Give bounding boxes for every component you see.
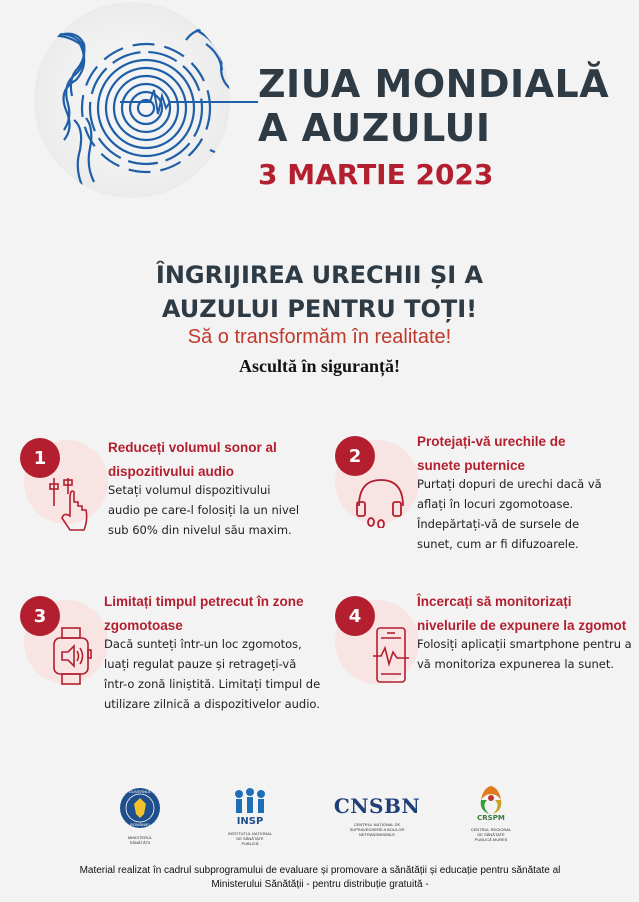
smartphone-level-icon xyxy=(371,626,411,691)
svg-text:INSP: INSP xyxy=(236,816,264,826)
headline-line-1: ÎNGRIJIREA URECHII ȘI A xyxy=(155,261,484,289)
tip-title-line: zgomotoase xyxy=(104,618,183,633)
tip-title-line: sunete puternice xyxy=(417,458,526,473)
logo-caption xyxy=(456,827,526,842)
logo-crspm xyxy=(456,782,526,842)
tip-title-line: Protejați-vă urechile de xyxy=(417,434,566,449)
page-title xyxy=(258,62,609,150)
tip-title-line: Încercați să monitorizați xyxy=(417,594,572,609)
tip-body xyxy=(417,634,639,674)
tip-title-line: Reduceți volumul sonor al xyxy=(108,440,277,455)
footer-note xyxy=(20,864,620,892)
tip-body-line: într-o zonă liniștită. Limitați timpul de xyxy=(104,677,321,691)
crspm-logo-icon xyxy=(456,782,526,827)
tip-title xyxy=(104,590,319,638)
guvernul-romaniei-seal-icon xyxy=(100,786,180,835)
tip-body-line: Dacă sunteți într-un loc zgomotos, xyxy=(104,637,302,651)
logo-caption-line: SUPRAVEGHERE A BOLILOR xyxy=(349,827,405,832)
tip-title xyxy=(108,436,318,484)
tip-body-line: vă monitoriza expunerea la sunet. xyxy=(417,657,615,671)
tip-title-line: Limitați timpul petrecut în zone xyxy=(104,594,304,609)
svg-text:ROMÂNIEI: ROMÂNIEI xyxy=(130,822,150,827)
tip-body-line: Purtați dopuri de urechi dacă vă xyxy=(417,477,602,491)
hand-slider-icon xyxy=(46,476,92,537)
headphones-icon xyxy=(353,476,409,533)
tip-body xyxy=(104,634,324,714)
tip-body-line: luați regulat pauze și retrageți-vă xyxy=(104,657,297,671)
tip-body xyxy=(417,474,637,554)
logo-caption-line: CENTRUL NAȚIONAL DE xyxy=(353,822,401,827)
headline-line-2: AUZULUI PENTRU TOȚI! xyxy=(161,295,478,323)
tip-title-line: nivelurile de expunere la zgomot xyxy=(417,618,627,633)
tip-title xyxy=(417,590,639,638)
tip-number-badge: 3 xyxy=(20,596,60,636)
smartwatch-speaker-icon xyxy=(48,626,94,691)
footer-line-1: Material realizat în cadrul subprogramului de evaluare și promovare a sănătății și educație pentru sănătate al xyxy=(79,865,561,876)
logo-insp xyxy=(210,786,290,846)
globe-sound-wave-icon xyxy=(0,0,260,240)
tip-1 xyxy=(0,420,320,580)
logo-cnsbn xyxy=(322,794,432,837)
tip-4 xyxy=(319,580,639,740)
title-line-2: A AUZULUI xyxy=(258,106,491,150)
tip-body-line: Setați volumul dispozitivului xyxy=(108,483,271,497)
logo-caption-line: NETRANSMISIBILE xyxy=(358,832,395,837)
svg-text:GUVERNUL: GUVERNUL xyxy=(128,789,152,794)
logo-caption-line: CENTRUL REGIONAL xyxy=(470,827,512,832)
logo-caption-line: PUBLICĂ xyxy=(241,841,259,846)
tip-title xyxy=(417,430,632,478)
logo-caption-line: SĂNĂTĂȚII xyxy=(129,840,151,845)
logo-caption xyxy=(100,835,180,845)
title-line-1: ZIUA MONDIALĂ xyxy=(258,62,610,106)
event-date: 3 MARTIE 2023 xyxy=(258,158,494,191)
insp-logo-icon xyxy=(210,786,290,831)
logo-caption-line: DE SĂNĂTATE xyxy=(236,836,264,841)
tip-body-line: Îndepărtați-vă de sursele de xyxy=(417,517,580,531)
tip-body xyxy=(108,480,323,540)
footer-line-2: Ministerului Sănătății - pentru distribuție gratuită - xyxy=(211,879,429,890)
logo-caption-line: INSTITUTUL NAȚIONAL xyxy=(227,831,273,836)
tip-3 xyxy=(0,580,320,740)
logo-caption-line: MINISTERUL xyxy=(127,835,153,840)
logo-caption xyxy=(210,831,290,846)
logo-caption-line: DE SĂNĂTATE xyxy=(477,832,505,837)
tip-body-line: Folosiți aplicații smartphone pentru a xyxy=(417,637,632,651)
tip-number-badge: 4 xyxy=(335,596,375,636)
tip-number-badge: 1 xyxy=(20,438,60,478)
logo-caption xyxy=(322,822,432,837)
svg-text:CRSPM: CRSPM xyxy=(477,814,505,822)
tip-body-line: sunet, cum ar fi difuzoarele. xyxy=(417,537,579,551)
tip-number-badge: 2 xyxy=(335,436,375,476)
main-headline xyxy=(0,258,639,326)
logo-ministerul-sanatatii xyxy=(100,786,180,845)
cnsbn-logo-icon: CNSBN xyxy=(333,794,421,818)
tip-body-line: audio pe care-l folosiți la un nivel xyxy=(108,503,300,517)
tagline: Ascultă în siguranță! xyxy=(238,356,400,376)
tip-2 xyxy=(319,420,639,580)
subheadline: Să o transformăm în realitate! xyxy=(187,326,452,348)
partner-logos xyxy=(0,786,639,852)
tip-body-line: aflați în locuri zgomotoase. xyxy=(417,497,574,511)
logo-caption-line: PUBLICĂ MUREȘ xyxy=(474,837,508,842)
tip-title-line: dispozitivului audio xyxy=(108,464,234,479)
tip-body-line: utilizare zilnică a dispozitivelor audio. xyxy=(104,697,320,711)
tip-body-line: sub 60% din nivelul său maxim. xyxy=(108,523,292,537)
